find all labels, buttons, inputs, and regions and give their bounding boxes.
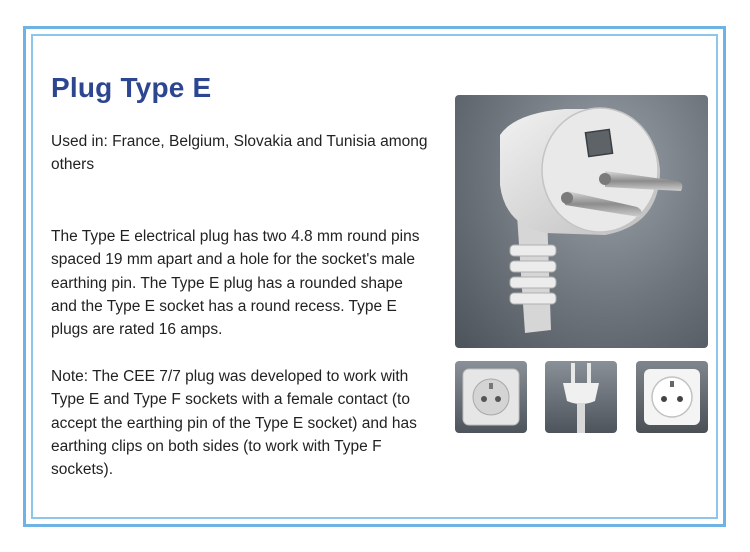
- page-title: Plug Type E: [51, 72, 212, 103]
- description-text: The Type E electrical plug has two 4.8 mm round pins spaced 19 mm apart and a hole for the socket's male earthing pin. The Type E plug has a rounded shape and the Type E socket has a round recess. Type E plugs are rated 16 amps.: [51, 228, 420, 339]
- used-in-text: Used in: France, Belgium, Slovakia and Tunisia among others: [51, 133, 428, 174]
- wall-socket-icon: [455, 361, 527, 433]
- round-socket-icon: [636, 361, 708, 433]
- plug-cable-icon: [545, 361, 617, 433]
- note-text: Note: The CEE 7/7 plug was developed to work with Type E and Type F sockets with a female contact (to accept the earthing pin of the Type E socket) and has earthing clips on both sides (to work with Type F sockets).: [51, 368, 417, 479]
- type-e-plug-photo: [455, 95, 708, 348]
